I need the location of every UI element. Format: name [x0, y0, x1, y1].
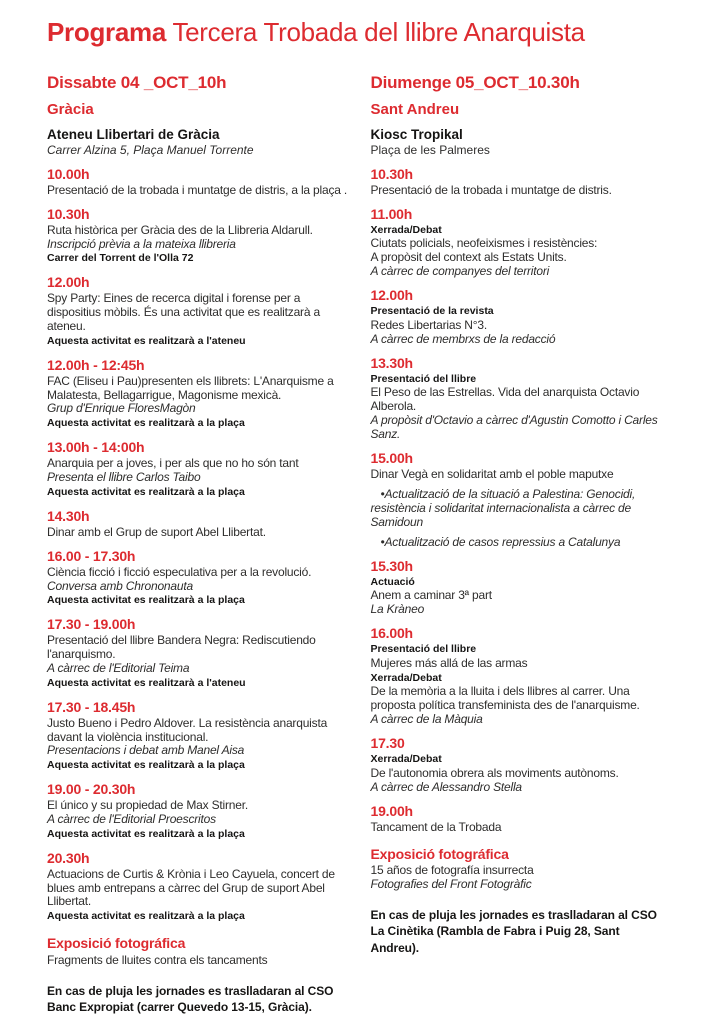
event-line-bullet: •Actualització de casos repressius a Catalunya	[380, 534, 621, 549]
event-time: 17.30 - 19.00h	[47, 616, 136, 633]
event-line-italic: A càrrec de membrxs de la redacció	[370, 331, 556, 346]
event-line-note: Aquesta activitat es realitzarà a la plaça	[47, 417, 245, 430]
event-line-note: Presentació de la revista	[370, 305, 494, 318]
event-time: 20.30h	[47, 849, 90, 866]
event-line-body: El Peso de las Estrellas. Vida del anarquista Octavio Alberola.	[370, 385, 640, 414]
venue-name: Kiosc Tropikal	[370, 126, 463, 142]
event-line-note: Presentació del llibre	[370, 372, 477, 385]
event-line-body: Presentació del llibre Bandera Negra: Rediscutiendo l'anarquismo.	[47, 633, 316, 662]
event-time: 10.30h	[370, 165, 413, 182]
event-line-note: Aquesta activitat es realitzarà a la plaça	[47, 759, 245, 772]
event-line-note: Carrer del Torrent de l'Olla 72	[47, 252, 194, 265]
page-title-rest: Tercera Trobada del llibre Anarquista	[165, 17, 585, 47]
event-time: 14.30h	[47, 507, 90, 524]
program-columns	[47, 69, 676, 1015]
event	[371, 287, 677, 347]
venue-name: Ateneu Llibertari de Gràcia	[47, 126, 220, 142]
event	[371, 625, 677, 727]
event-line-body: FAC (Eliseu i Pau)presenten els llibrets: L'Anarquisme a Malatesta, Bellagarrigue, Magonisme mexicà.	[47, 373, 334, 402]
event-time: 19.00 - 20.30h	[47, 781, 136, 797]
event-time: 11.00h	[370, 205, 413, 222]
event-line-note: Presentació del llibre	[370, 643, 477, 656]
event-line-italic: A càrrec de l'Editorial Proescritos	[47, 812, 216, 826]
event	[47, 206, 353, 267]
event-line-body: Justo Bueno i Pedro Aldover. La resistència anarquista davant la violència institucional.	[47, 715, 328, 744]
event-line-italic: A càrrec de l'Editorial Teima	[47, 661, 190, 675]
event	[371, 166, 677, 198]
event-line-body: Redes Libertarias N°3.	[370, 317, 487, 332]
event	[47, 850, 353, 924]
event-line-body: De l'autonomia obrera als moviments autònoms.	[370, 765, 619, 780]
event-line-note: Actuació	[370, 575, 415, 588]
event-time: 13.30h	[370, 354, 413, 371]
event-line-italic: Presenta el llibre Carlos Taibo	[47, 470, 201, 484]
event-time: 10.30h	[47, 205, 90, 222]
event-line-italic: Grup d'Enrique FloresMagòn	[47, 401, 196, 416]
rain-note: En cas de pluja les jornades es traslladaran al CSO La Cinètika (Rambla de Fabra i Puig 28, Sant Andreu).	[370, 908, 657, 955]
event	[47, 357, 353, 431]
event	[371, 355, 677, 442]
event-time: 13.00h - 14:00h	[47, 439, 145, 455]
event-time: 12.00h - 12:45h	[47, 356, 145, 373]
event-time: 15.30h	[370, 557, 413, 574]
event	[47, 781, 353, 842]
event-line-note: Aquesta activitat es realitzarà a la plaça	[47, 827, 245, 840]
event	[371, 558, 677, 618]
event	[47, 166, 353, 198]
column-sunday	[371, 69, 677, 956]
event-line-body: Spy Party: Eines de recerca digital i forense per a dispositius mòbils. És una activitat que es realitzarà a ateneu.	[47, 291, 320, 333]
event	[371, 206, 677, 279]
event-line-body: Ciència ficció i ficció especulativa per a la revolució.	[47, 564, 312, 579]
event	[371, 450, 677, 550]
event-line-note: Aquesta activitat es realitzarà a l'ateneu	[47, 676, 246, 689]
event-line-italic: Inscripció prèvia a la mateixa llibreria	[47, 236, 236, 251]
event-line-body: Ciutats policials, neofeixismes i resistències:	[370, 236, 598, 251]
event-time: 17.30	[370, 735, 405, 752]
event-line-note: Aquesta activitat es realitzarà a l'ateneu	[47, 334, 246, 347]
district-heading: Gràcia	[47, 101, 94, 119]
expo-line: 15 años de fotografía insurrecta	[370, 863, 534, 878]
event-line-body: Anarquia per a joves, i per als que no ho són tant	[47, 456, 299, 471]
event-line-body: De la memòria a la lluita i dels llibres al carrer. Una proposta política transfeminista des de l'anarquisme.	[370, 684, 640, 713]
expo-section	[371, 846, 677, 893]
event-time: 10.00h	[47, 165, 90, 182]
event-line-body: Presentació de la trobada i muntatge de distris.	[370, 182, 612, 197]
event-line-body: Presentació de la trobada i muntatge de distris, a la plaça .	[47, 182, 347, 197]
event-time: 12.00h	[47, 274, 90, 291]
event-line-italic: A càrrec de companyes del territori	[370, 264, 550, 279]
expo-section	[47, 935, 353, 968]
event	[47, 616, 353, 690]
event-line-note: Xerrada/Debat	[370, 671, 442, 684]
day-heading: Dissabte 04 _OCT_10h	[47, 72, 227, 92]
venue-address: Plaça de les Palmeres	[370, 143, 490, 158]
expo-line: Fotografies del Front Fotogràfic	[370, 877, 532, 892]
event	[47, 548, 353, 609]
column-saturday	[47, 69, 353, 1015]
event-time: 16.00h	[370, 625, 413, 642]
event-line-note: Aquesta activitat es realitzarà a la plaça	[47, 594, 245, 607]
day-heading: Diumenge 05_OCT_10.30h	[370, 72, 580, 92]
page-title-programa: Programa	[47, 17, 166, 47]
event-line-note: Xerrada/Debat	[370, 753, 442, 766]
event-time: 19.00h	[370, 802, 413, 819]
event-time: 12.00h	[370, 287, 413, 303]
event	[47, 508, 353, 540]
event-line-note: Aquesta activitat es realitzarà a la plaça	[47, 485, 245, 498]
event-line-bullet: •Actualització de la situació a Palestina: Genocidi, resistència i solidaritat internacionalista a càrrec de Samidoun	[370, 486, 636, 529]
expo-line: Fragments de lluites contra els tancaments	[47, 952, 268, 967]
event	[371, 735, 677, 795]
event	[47, 439, 353, 500]
event-line-body: Ruta històrica per Gràcia des de la Llibreria Aldarull.	[47, 222, 313, 237]
expo-title: Exposició fotográfica	[47, 935, 186, 951]
event	[47, 699, 353, 773]
event	[371, 803, 677, 835]
rain-note: En cas de pluja les jornades es traslladaran al CSO Banc Expropiat (carrer Quevedo 13-15, Gràcia).	[47, 983, 334, 1014]
event-line-note: Aquesta activitat es realitzarà a la plaça	[47, 910, 245, 923]
event-line-body: Mujeres más allá de las armas	[370, 655, 528, 670]
event-time: 15.00h	[370, 449, 413, 466]
event-line-body: Anem a caminar 3ª part	[370, 588, 492, 603]
page-title	[47, 18, 676, 47]
expo-title: Exposició fotográfica	[370, 845, 509, 862]
event-line-italic: A propòsit d'Octavio a càrrec d'Agustin Comotto i Carles Sanz.	[370, 413, 658, 441]
district-heading: Sant Andreu	[370, 101, 460, 119]
event-line-body: El único y su propiedad de Max Stirner.	[47, 798, 248, 813]
event-time: 17.30 - 18.45h	[47, 698, 136, 715]
event-line-body: Dinar Vegà en solidaritat amb el poble maputxe	[370, 467, 614, 481]
event-line-body: Dinar amb el Grup de suport Abel Llibertat.	[47, 524, 266, 539]
event-line-italic: Presentacions i debat amb Manel Aisa	[47, 743, 245, 758]
event-line-italic: La Kràneo	[370, 602, 425, 617]
event-line-body: Actuacions de Curtis & Krònia i Leo Cayuela, concert de blues amb entrepans a càrrec del Grup de suport Abel Llibertat.	[47, 866, 335, 909]
event-line-body: A propòsit del context als Estats Units.	[370, 250, 567, 265]
venue-address: Carrer Alzina 5, Plaça Manuel Torrente	[47, 143, 254, 158]
event-line-body: Tancament de la Trobada	[370, 819, 502, 834]
event-line-italic: Conversa amb Chrononauta	[47, 578, 193, 593]
event-line-italic: A càrrec de Alessandro Stella	[370, 779, 522, 794]
event-line-note: Xerrada/Debat	[370, 223, 442, 236]
event-time: 16.00 - 17.30h	[47, 547, 136, 564]
event	[47, 274, 353, 348]
event-line-italic: A càrrec de la Màquia	[370, 712, 483, 727]
